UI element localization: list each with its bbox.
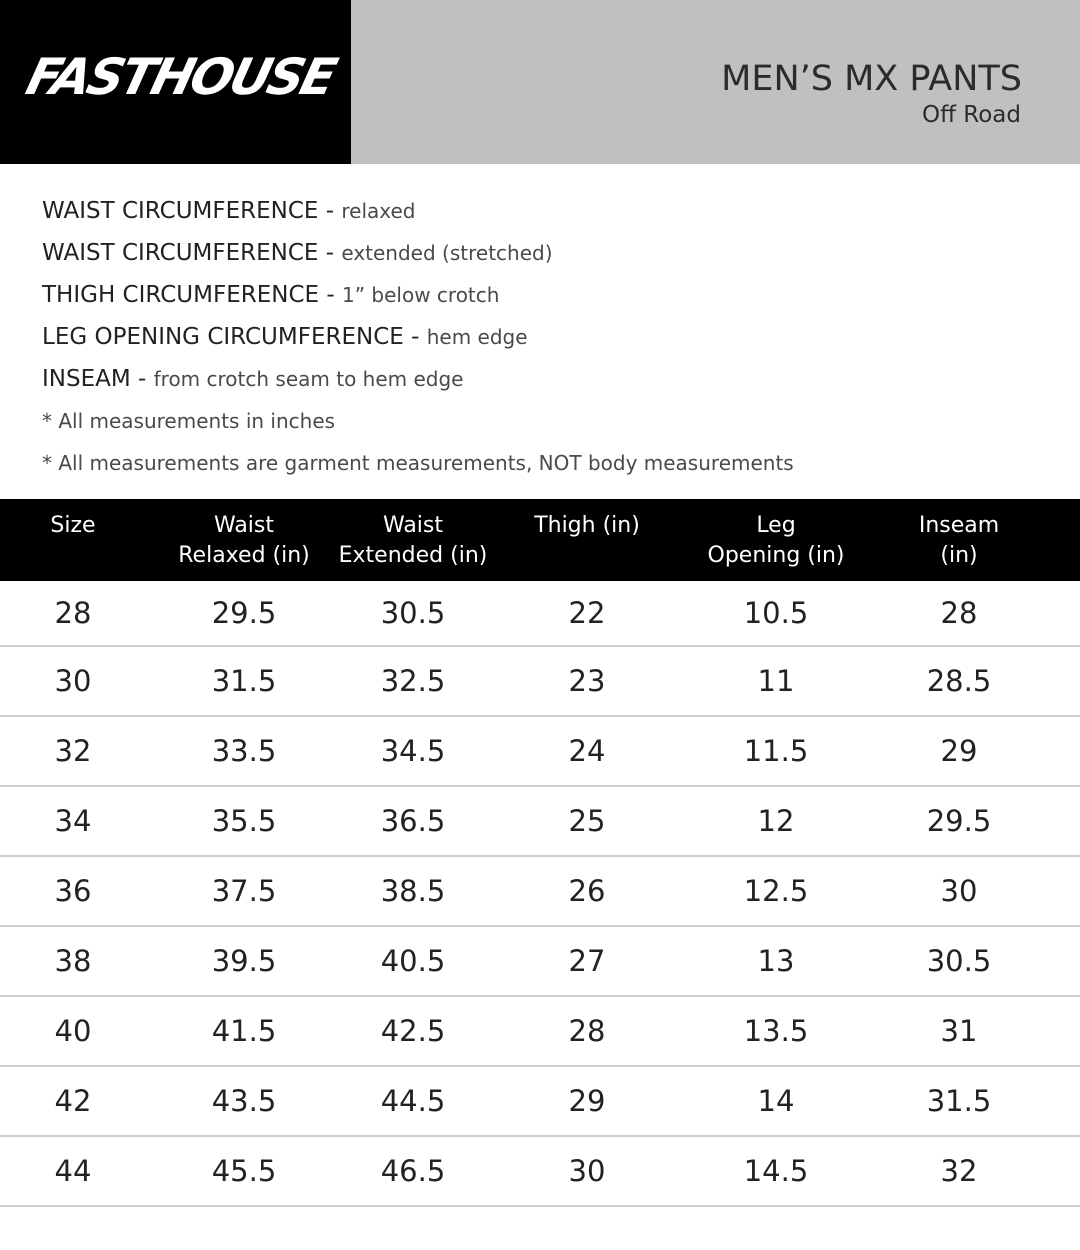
note-line <box>42 196 794 238</box>
cell-size: 32 <box>54 734 92 768</box>
cell-leg-opening: 10.5 <box>743 596 809 630</box>
column-header-thigh: Thigh (in) <box>534 513 640 538</box>
table-row <box>0 647 1080 717</box>
cell-leg-opening: 12 <box>757 804 795 838</box>
cell-waist-extended: 34.5 <box>380 734 446 768</box>
cell-waist-extended: 32.5 <box>380 664 446 698</box>
footnote-text: * All measurements in inches <box>42 409 336 433</box>
note-description: 1” below crotch <box>341 283 500 307</box>
cell-leg-opening: 13.5 <box>743 1014 809 1048</box>
table-row <box>0 1067 1080 1137</box>
cell-leg-opening: 11 <box>757 664 795 698</box>
cell-thigh: 27 <box>568 944 606 978</box>
cell-waist-extended: 42.5 <box>380 1014 446 1048</box>
cell-thigh: 29 <box>568 1084 606 1118</box>
cell-leg-opening: 12.5 <box>743 874 809 908</box>
page-subtitle: Off Road <box>922 102 1021 128</box>
cell-waist-relaxed: 41.5 <box>211 1014 277 1048</box>
page-title: MEN’S MX PANTS <box>721 59 1022 99</box>
measurement-notes <box>42 196 794 490</box>
column-header-inseam: Inseam (in) <box>918 513 1000 568</box>
cell-inseam: 30.5 <box>926 944 992 978</box>
note-description: hem edge <box>426 325 528 349</box>
cell-thigh: 26 <box>568 874 606 908</box>
footnote <box>42 448 794 490</box>
note-term: THIGH CIRCUMFERENCE - <box>42 282 342 308</box>
table-row <box>0 717 1080 787</box>
table-row <box>0 581 1080 647</box>
cell-waist-extended: 46.5 <box>380 1154 446 1188</box>
cell-thigh: 25 <box>568 804 606 838</box>
note-term: WAIST CIRCUMFERENCE - <box>42 198 342 224</box>
cell-inseam: 32 <box>940 1154 978 1188</box>
table-row <box>0 857 1080 927</box>
cell-size: 42 <box>54 1084 92 1118</box>
note-term: WAIST CIRCUMFERENCE - <box>42 240 342 266</box>
cell-thigh: 22 <box>568 596 606 630</box>
table-row <box>0 1137 1080 1207</box>
note-line <box>42 280 794 322</box>
note-line <box>42 322 794 364</box>
note-description: extended (stretched) <box>341 241 553 265</box>
cell-leg-opening: 13 <box>757 944 795 978</box>
note-line <box>42 238 794 280</box>
cell-inseam: 31 <box>940 1014 978 1048</box>
cell-size: 40 <box>54 1014 92 1048</box>
cell-size: 34 <box>54 804 92 838</box>
cell-size: 28 <box>54 596 92 630</box>
brand-logo-area <box>0 0 351 164</box>
cell-inseam: 31.5 <box>926 1084 992 1118</box>
header <box>0 0 1080 164</box>
cell-waist-relaxed: 43.5 <box>211 1084 277 1118</box>
footnote-text: * All measurements are garment measurements, NOT body measurements <box>42 451 794 475</box>
cell-inseam: 29 <box>940 734 978 768</box>
cell-size: 30 <box>54 664 92 698</box>
size-table-body <box>0 581 1080 1207</box>
cell-waist-relaxed: 45.5 <box>211 1154 277 1188</box>
note-term: INSEAM - <box>42 366 154 392</box>
cell-waist-relaxed: 35.5 <box>211 804 277 838</box>
cell-inseam: 30 <box>940 874 978 908</box>
cell-thigh: 24 <box>568 734 606 768</box>
cell-waist-relaxed: 39.5 <box>211 944 277 978</box>
cell-waist-relaxed: 31.5 <box>211 664 277 698</box>
cell-size: 38 <box>54 944 92 978</box>
title-area <box>351 0 1080 164</box>
cell-leg-opening: 11.5 <box>743 734 809 768</box>
cell-waist-extended: 44.5 <box>380 1084 446 1118</box>
note-description: from crotch seam to hem edge <box>153 367 464 391</box>
note-line <box>42 364 794 406</box>
cell-waist-extended: 36.5 <box>380 804 446 838</box>
cell-thigh: 30 <box>568 1154 606 1188</box>
table-row <box>0 997 1080 1067</box>
cell-inseam: 28.5 <box>926 664 992 698</box>
cell-inseam: 29.5 <box>926 804 992 838</box>
cell-thigh: 28 <box>568 1014 606 1048</box>
column-header-leg-opening: Leg Opening (in) <box>707 513 845 568</box>
column-header-size: Size <box>50 513 96 538</box>
cell-thigh: 23 <box>568 664 606 698</box>
footnote <box>42 406 794 448</box>
table-row <box>0 927 1080 997</box>
cell-waist-relaxed: 37.5 <box>211 874 277 908</box>
cell-leg-opening: 14.5 <box>743 1154 809 1188</box>
column-header-waist-relaxed: Waist Relaxed (in) <box>178 513 310 568</box>
cell-size: 36 <box>54 874 92 908</box>
cell-inseam: 28 <box>940 596 978 630</box>
note-term: LEG OPENING CIRCUMFERENCE - <box>42 324 427 350</box>
column-header-waist-extended: Waist Extended (in) <box>338 513 488 568</box>
cell-waist-extended: 40.5 <box>380 944 446 978</box>
cell-size: 44 <box>54 1154 92 1188</box>
note-description: relaxed <box>341 199 416 223</box>
cell-waist-relaxed: 29.5 <box>211 596 277 630</box>
table-row <box>0 787 1080 857</box>
cell-waist-extended: 30.5 <box>380 596 446 630</box>
brand-logo: FASTHOUSE <box>20 48 340 106</box>
cell-waist-extended: 38.5 <box>380 874 446 908</box>
cell-leg-opening: 14 <box>757 1084 795 1118</box>
size-table-header <box>0 499 1080 581</box>
cell-waist-relaxed: 33.5 <box>211 734 277 768</box>
